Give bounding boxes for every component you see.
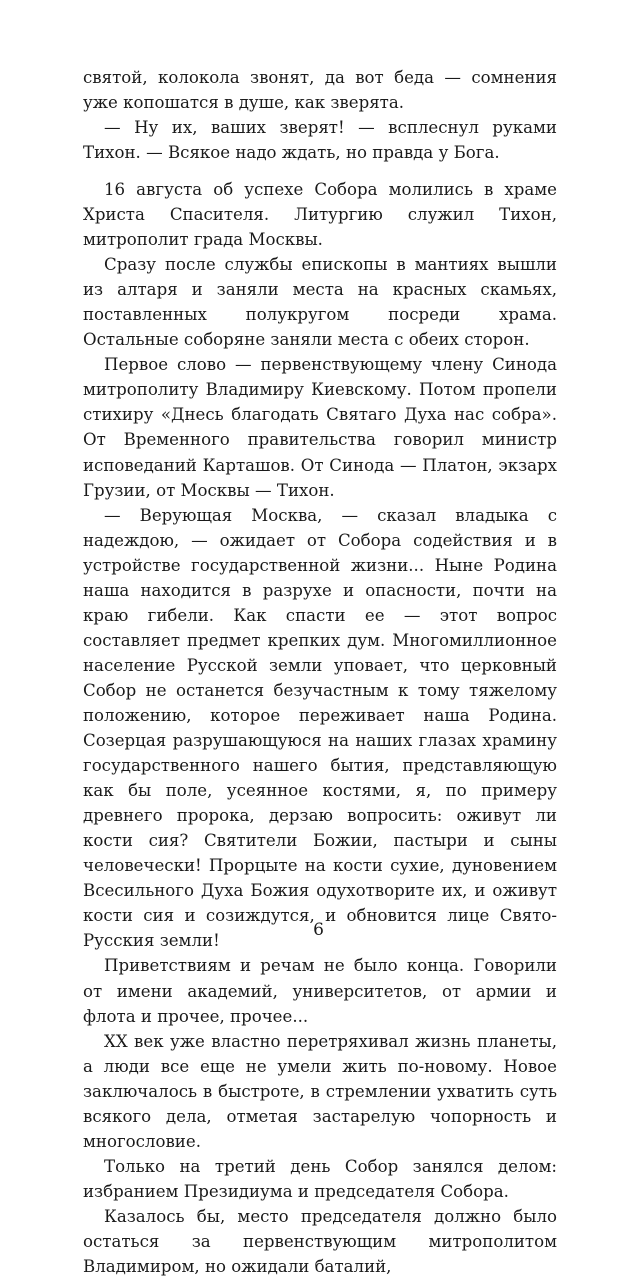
paragraph: XX век уже властно перетряхивал жизнь планеты, а люди все еще не умели жить по-новому. Новое заключалось в быстроте, в стремлении ухватить суть всякого дела, отметая застарелую чопорность и многословие. <box>83 1031 557 1151</box>
paragraph: Сразу после службы епископы в мантиях вышли из алтаря и заняли места на красных скамьях, поставленных полукругом посреди храма. Остальные соборяне заняли места с обеих сторон. <box>83 255 557 350</box>
page-number: 6 <box>313 920 324 940</box>
paragraph: Приветствиям и речам не было конца. Говорили от имени академий, университетов, от армии и флота и прочее, прочее... <box>83 956 557 1026</box>
paragraph: святой, колокола звонят, да вот беда — сомнения уже копошатся в душе, как зверята. <box>83 68 557 113</box>
paragraph: — Верующая Москва, — сказал владыка с надеждою, — ожидает от Собора содействия и в устройстве государственной жизни... Ныне Родина наша находится в разрухе и опасности, почти на краю гибели. Как спасти ее — этот вопрос составляет предмет крепких дум. Многомиллионное население Русской земли уповает, что церковный Собор не останется безучастным к тому тяжелому положению, которое переживает наша Родина. Созерцая разрушающуюся на наших глазах храмину государственного нашего бытия, представляющую как бы поле, усеянное костями, я, по примеру древнего пророка, дерзаю вопросить: оживут ли кости сия? Святители Божии, пастыри и сыны человечески! Прорцыте на кости сухие, дуновением Всесильного Духа Божия одухотворите их, и оживут кости сия и созиждутся, и обновится лице Свято-Русския земли! <box>83 505 557 951</box>
paragraph: 16 августа об успехе Собора молились в храме Христа Спасителя. Литургию служил Тихон, митрополит града Москвы. <box>83 180 557 250</box>
paragraph: Первое слово — первенствующему члену Синода митрополиту Владимиру Киевскому. Потом пропели стихиру «Днесь благодать Святаго Духа нас собра». От Временного правительства говорил министр исповеданий Карташов. От Синода — Платон, экзарх Грузии, от Москвы — Тихон. <box>83 355 557 500</box>
text-section-continuation <box>83 65 557 165</box>
text-section-main <box>83 177 557 1279</box>
paragraph: — Ну их, ваших зверят! — всплеснул руками Тихон. — Всякое надо ждать, но правда у Бога. <box>83 118 557 163</box>
paragraph: Казалось бы, место председателя должно было остаться за первенствующим митрополитом Владимиром, но ожидали баталий, <box>83 1206 557 1277</box>
paragraph: Только на третий день Собор занялся делом: избранием Президиума и председателя Собора. <box>83 1156 557 1201</box>
